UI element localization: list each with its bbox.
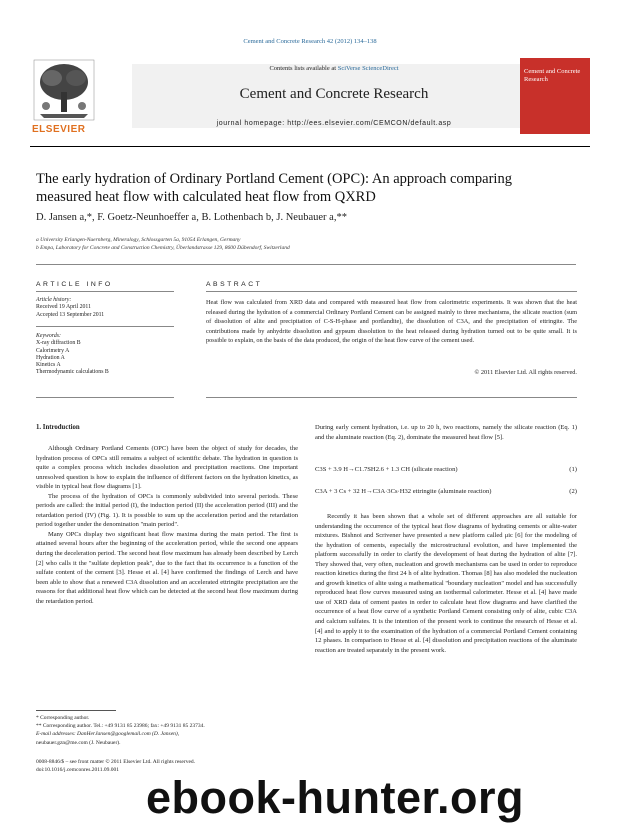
sciencedirect-link[interactable]: SciVerse ScienceDirect (337, 65, 399, 72)
footnote-email-2[interactable]: neubauer.gzn@me.com (J. Neubauer). (36, 739, 121, 746)
article-title (36, 170, 556, 206)
abstract-rule-bottom (206, 397, 577, 398)
info-rule-2 (36, 326, 174, 327)
abstract-heading: ABSTRACT (206, 281, 263, 288)
contents-prefix: Contents lists available at (269, 65, 338, 72)
header-rule (30, 146, 590, 147)
issn-line: 0008-8846/$ – see front matter © 2011 Elsevier Ltd. All rights reserved. (36, 759, 196, 765)
equation-1-number: (1) (569, 466, 577, 473)
journal-cover-title: Cement and Concrete Research (524, 68, 581, 83)
footnote-rule (36, 710, 116, 711)
paragraph: Although Ordinary Portland Cements (OPC) have been the object of study for decades, the hydration process of OPCs still remains a subject of scientific debate. The hydration in question is quite a complex process which includes dissolution and precipitation reactions. One important unresolved question is how to explain the influence of different factors on the hydration kinetics, as visible in typical heat flow diagrams [1]. (36, 445, 298, 491)
elsevier-wordmark: ELSEVIER (32, 124, 86, 135)
equation-2 (315, 488, 577, 495)
keyword: Kinetics A (36, 362, 61, 369)
footnote-corresponding-1: * Corresponding author. (36, 715, 90, 721)
footnote-emails[interactable]: E-mail addresses: DanHerJansen@googlemail.com (D. Jansen), (36, 731, 180, 738)
keyword: Calorimetry A (36, 347, 70, 354)
abstract-rule (206, 291, 577, 292)
title-line-2: measured heat flow with calculated heat flow from QXRD (36, 189, 376, 205)
right-column-intro (315, 423, 577, 442)
journal-title: Cement and Concrete Research (239, 86, 429, 102)
title-line-1: The early hydration of Ordinary Portland Cement (OPC): An approach comparing (36, 171, 512, 187)
equation-2-number: (2) (569, 488, 577, 495)
left-column (36, 444, 298, 606)
watermark: ebook-hunter.org (146, 772, 524, 823)
article-history (36, 297, 176, 319)
section-rule (36, 264, 576, 265)
paragraph: Many OPCs display two significant heat flow maxima during the main period. The first is attained several hours after the beginning of the acceleration period, while the second one appears during the deceleration period. The second heat flow maximum has already been described by Lerch [2] who calls it the "sulfate depletion peak", due to the fact that its occurrence is a function of the sulfate content of the cement [3]. Hesse et al. [4] have confirmed the findings of Lerch and have been able to show that a renewed C3A dissolution and an accelerated ettringite precipitation are the reasons for that additional heat flow which can be detected at the second heat flow maximum during the retardation period. (36, 530, 298, 605)
affiliation-a: a University Erlangen-Nuernberg, Mineralogy, Schlossgarten 5a, 91054 Erlangen, Germany (36, 237, 241, 243)
journal-citation[interactable]: Cement and Concrete Research 42 (2012) 134–138 (243, 38, 377, 45)
equation-1-text: C3S + 3.9 H→C1.7SH2.6 + 1.3 CH (silicate reaction) (315, 466, 458, 473)
masthead (30, 58, 590, 140)
footnotes (36, 714, 306, 747)
article-info-heading: ARTICLE INFO (36, 281, 113, 288)
info-rule-3 (36, 397, 174, 398)
paragraph: Recently it has been shown that a whole set of different approaches are all suitable for understanding the occurrence of the typical heat flow diagrams of hydrating cements or alite-water mixtures. Bishnoi and Scrivener have presented a new platform called μic [6] for the modeling of the hydration of cements, especially the microstructural evolution, and have implemented the platform successfully in order to clarify the development of heat during the hydration of alite [7]. They showed that, very often, nucleation and growth mechanisms can be used in order to reproduce reaction kinetics during the first 24 h of alite hydration. Thomas [8] has also modeled the nucleation and growth kinetics of alite using a mathematical "boundary nucleation" model and has successfully reproduced heat flow curves measured using an isothermal calorimeter. Hesse et al. [4] have made use of XRD data of cement pastes in order to calculate heat flow diagrams and have clarified the occurrence of a heat flow curve of a synthetic Portland Cement consisting only of alite, cubic C3A and calcium sulfates. It is the intention of the present work to continue the research of Hesse et al. [4] and to apply it to the examination of the hydration of a commercial Portland Cement containing 12 phases. In comparison to Hesse et al. [4] dissolution and precipitation reactions of the aluminate reaction are treated separately in the present work. (315, 513, 577, 654)
author-list: D. Jansen a,*, F. Goetz-Neunhoeffer a, B. Lothenbach b, J. Neubauer a,** (36, 212, 347, 223)
equation-2-text: C3A + 3 Cs + 32 H→C3A·3Cs·H32 ettringite (aluminate reaction) (315, 488, 492, 495)
keyword: X-ray diffraction B (36, 340, 81, 347)
received-date: Received 19 April 2011 (36, 304, 92, 311)
keyword: Hydration A (36, 354, 65, 361)
equation-1 (315, 466, 577, 473)
journal-homepage[interactable]: journal homepage: http://ees.elsevier.com/CEMCON/default.asp (216, 120, 452, 127)
abstract-text: Heat flow was calculated from XRD data and compared with measured heat flow from calorimetric experiments. It was shown that the heat released during the hydration of a commercial Ordinary Portland Cement can be assigned mainly to three mechanisms, the silicate reaction (sum of dissolution of alite and precipitation of C-S-H-phase and portlandite), the dissolution of C3A, and the precipitation of ettringite. The contributions made by anhydrite dissolution and gypsum dissolution to the heat released during hydration turned out to be quite small. It is possible to explain, on the basis of the data produced, the origin of the heat flow curve of the cement used. (206, 299, 577, 344)
right-column-body (315, 512, 577, 655)
paragraph: During early cement hydration, i.e. up to 20 h, two reactions, namely the silicate reaction (Eq. 1) and the aluminate reaction (Eq. 2), dominate the measured heat flow [5]. (315, 424, 577, 441)
affiliation-b: b Empa, Laboratory for Concrete and Construction Chemistry, Überlandstrasse 129, 8600 Dübendorf, Switzerland (36, 245, 290, 251)
keyword: Thermodynamic calculations B (36, 369, 109, 376)
section-heading: 1. Introduction (36, 424, 80, 431)
paragraph: The process of the hydration of OPCs is commonly subdivided into several periods. These periods are called: the initial period (I), the induction period (II) the acceleration period (III) and the retardation period (IV) (Fig. 1). It is possible to sum up the acceleration period and the retardation period together under the denomination "main period". (36, 492, 298, 529)
doi-line[interactable]: doi:10.1016/j.cemconres.2011.09.001 (36, 767, 120, 774)
contents-line (132, 65, 536, 72)
accepted-date: Accepted 13 September 2011 (36, 311, 105, 318)
history-label: Article history: (36, 297, 72, 303)
keywords-block (36, 333, 176, 377)
abstract-copyright: © 2011 Elsevier Ltd. All rights reserved. (474, 369, 577, 376)
keywords-label: Keywords: (36, 333, 61, 339)
info-rule (36, 291, 174, 292)
footnote-corresponding-2: ** Corresponding author. Tel.: +49 9131 85 23986; fax: +49 9131 85 23734. (36, 723, 205, 730)
